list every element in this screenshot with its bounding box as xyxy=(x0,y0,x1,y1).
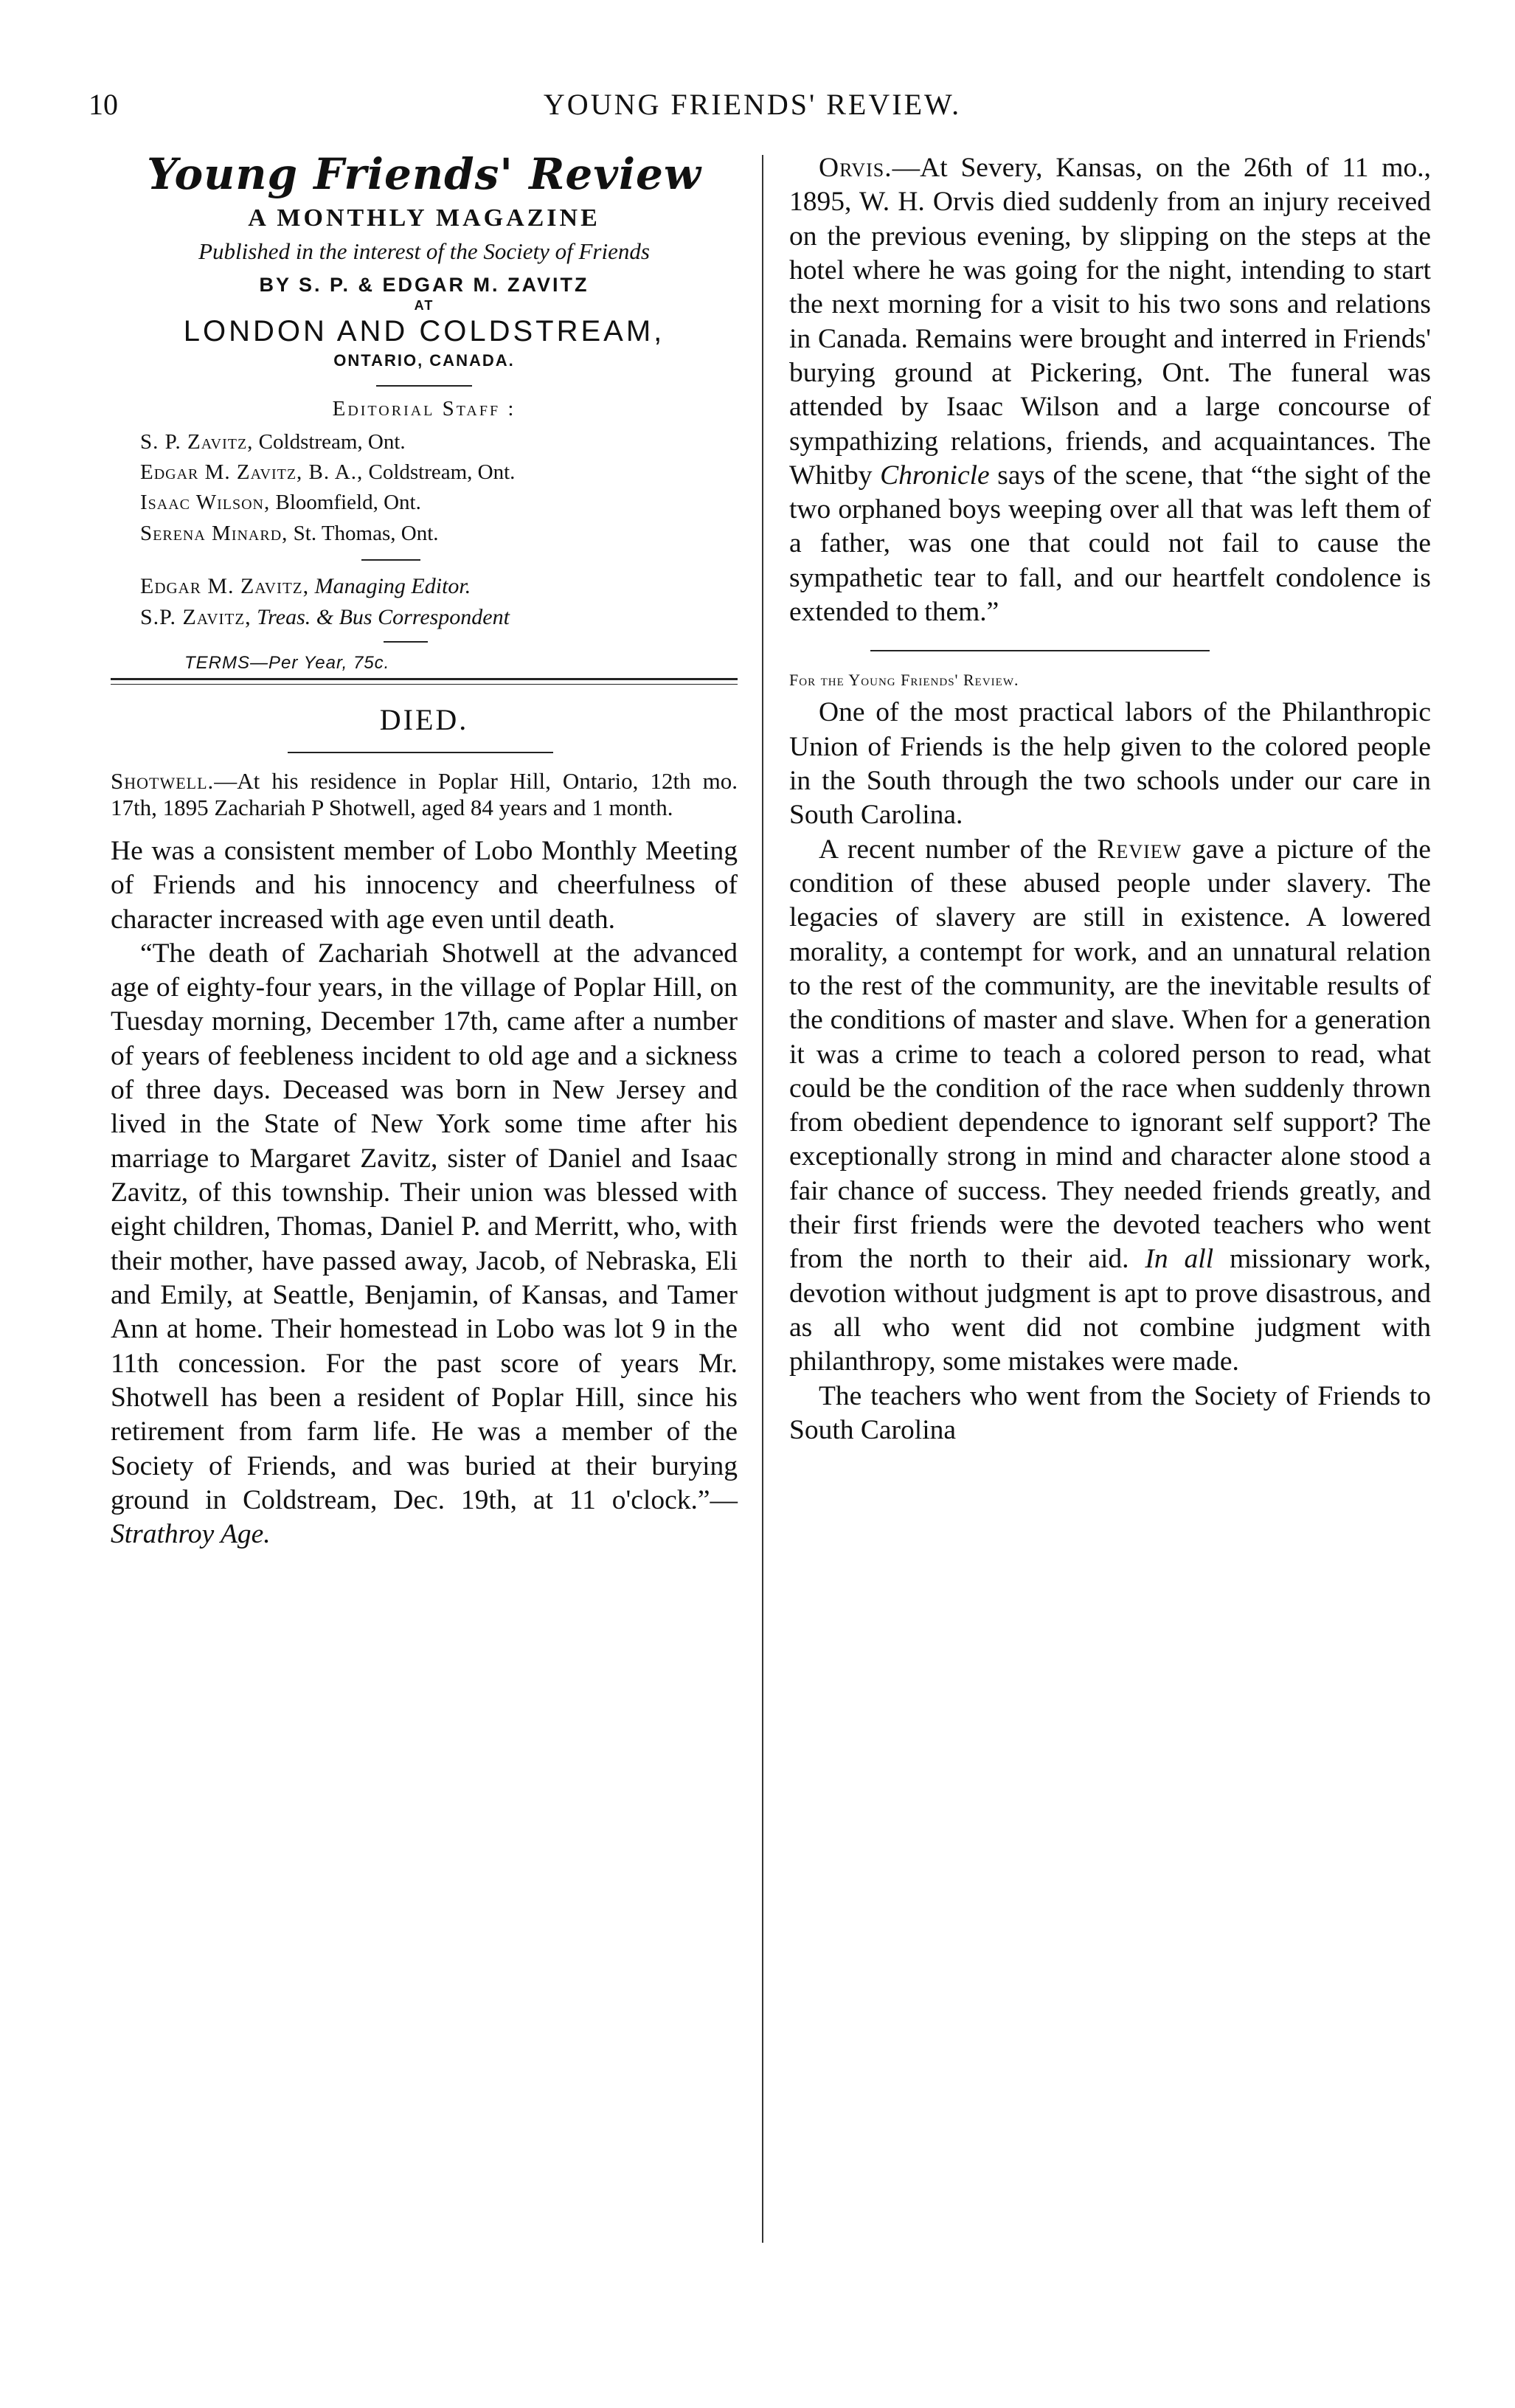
article-paragraph: The teachers who went from the Society of Friends to South Carolina xyxy=(789,1380,1431,1445)
masthead-country: ONTARIO, CANADA. xyxy=(333,351,515,370)
article-paragraph: One of the most practical labors of the Philanthropic Union of Friends is the help given to the colored people in the South through the two schools under our care in South Carolina. xyxy=(789,697,1431,831)
masthead-location: LONDON AND COLDSTREAM, xyxy=(183,315,665,348)
left-column xyxy=(111,151,738,1551)
running-title: YOUNG FRIENDS' REVIEW. xyxy=(543,88,962,121)
treasurer: S.P. Zavitz, Treas. & Bus Correspondent xyxy=(140,605,510,630)
managing-editor: Edgar M. Zavitz, Managing Editor. xyxy=(140,573,471,598)
masthead-title: Young Friends' Review xyxy=(147,149,701,199)
obituary-paragraph: He was a consistent member of Lobo Monthly Meeting of Friends and his innocency and cheerfulness of character increased with age even until death. xyxy=(111,835,738,935)
divider xyxy=(361,559,420,561)
masthead-byline: BY S. P. & EDGAR M. ZAVITZ xyxy=(259,274,589,297)
double-rule xyxy=(111,678,738,685)
editorial-staff xyxy=(111,397,738,674)
divider xyxy=(384,641,428,643)
terms: TERMS—Per Year, 75c. xyxy=(184,652,390,673)
masthead-subtitle: A MONTHLY MAGAZINE xyxy=(248,204,600,232)
staff-member: S. P. Zavitz, Coldstream, Ont. xyxy=(140,430,406,454)
died-heading: DIED. xyxy=(379,702,469,736)
masthead xyxy=(111,151,738,370)
divider xyxy=(288,752,553,753)
orvis-notice: Orvis.—At Severy, Kansas, on the 26th of 11 mo., 1895, W. H. Orvis died suddenly from an injury received on the previous evening, by slipping on the steps at the hotel where he was going for the night, intending to start the next morning for a visit to his two sons and relations in Canada. Remains were brought and interred in Friends' burying ground at Pickering, Ont. The funeral was attended by Isaac Wilson and a large concourse of sympathizing relations, friends, and acquaintances. The Whitby Chronicle says of the scene, that “the sight of the two orphaned boys weeping over all that was left them of a father, was one that could not fail to cause the sympathetic tear to fall, and our heartfelt condolence is extended to them.” xyxy=(789,153,1431,628)
divider xyxy=(870,650,1210,651)
death-notice: Shotwell.—At his residence in Poplar Hill, Ontario, 12th mo. 17th, 1895 Zachariah P Shotwell, aged 84 years and 1 month. xyxy=(111,767,738,820)
obituary-quote: “The death of Zachariah Shotwell at the advanced age of eighty-four years, in the village of Poplar Hill, on Tuesday morning, December 17th, came after a number of years of feebleness incident to old age and a sickness of three days. Deceased was born in New Jersey and lived in the State of New York some time after his marriage to Margaret Zavitz, sister of Daniel and Isaac Zavitz, of this township. Their union was blessed with eight children, Thomas, Daniel P. and Merritt, who, with their mother, have passed away, Jacob, of Nebraska, Eli and Emily, at Seattle, Benjamin, of Kansas, and Tamer Ann at home. Their homestead in Lobo was lot 9 in the 11th concession. For the past score of years Mr. Shotwell has been a resident of Poplar Hill, since his retirement from farm life. He was a member of the Society of Friends, and was buried at their burying ground in Coldstream, Dec. 19th, at 11 o'clock.”—Strathroy Age. xyxy=(111,938,738,1550)
staff-member: Serena Minard, St. Thomas, Ont. xyxy=(140,521,439,545)
divider xyxy=(376,385,472,387)
masthead-published: Published in the interest of the Society of Friends xyxy=(198,238,650,264)
staff-member: Edgar M. Zavitz, B. A., Coldstream, Ont. xyxy=(140,460,516,485)
masthead-at: AT xyxy=(414,298,434,314)
article-paragraph: A recent number of the Review gave a picture of the condition of these abused people under slavery. The legacies of slavery are still in existence. A lowered morality, a contempt for work, and an unnatural relation to the rest of the community, are the inevitable results of the conditions of master and slave. When for a generation it was a crime to teach a colored person to read, what could be the condition of the race when suddenly thrown from obedient dependence to ignorant self support? The exceptionally strong in mind and character alone stood a fair chance of success. They needed friends greatly, and their first friends were the devoted teachers who went from the north to their aid. In all missionary work, devotion without judgment is apt to prove disastrous, and as all who went did not combine judgment with philanthropy, some mistakes were made. xyxy=(789,834,1431,1377)
page-number: 10 xyxy=(89,88,118,121)
article-source-line: For the Young Friends' Review. xyxy=(789,671,1019,690)
running-head xyxy=(89,87,1416,139)
column-divider xyxy=(762,155,763,2243)
source-citation: Strathroy Age. xyxy=(111,1519,271,1550)
staff-member: Isaac Wilson, Bloomfield, Ont. xyxy=(140,491,421,515)
staff-heading: Editorial Staff : xyxy=(332,397,516,421)
right-column xyxy=(789,151,1431,1447)
